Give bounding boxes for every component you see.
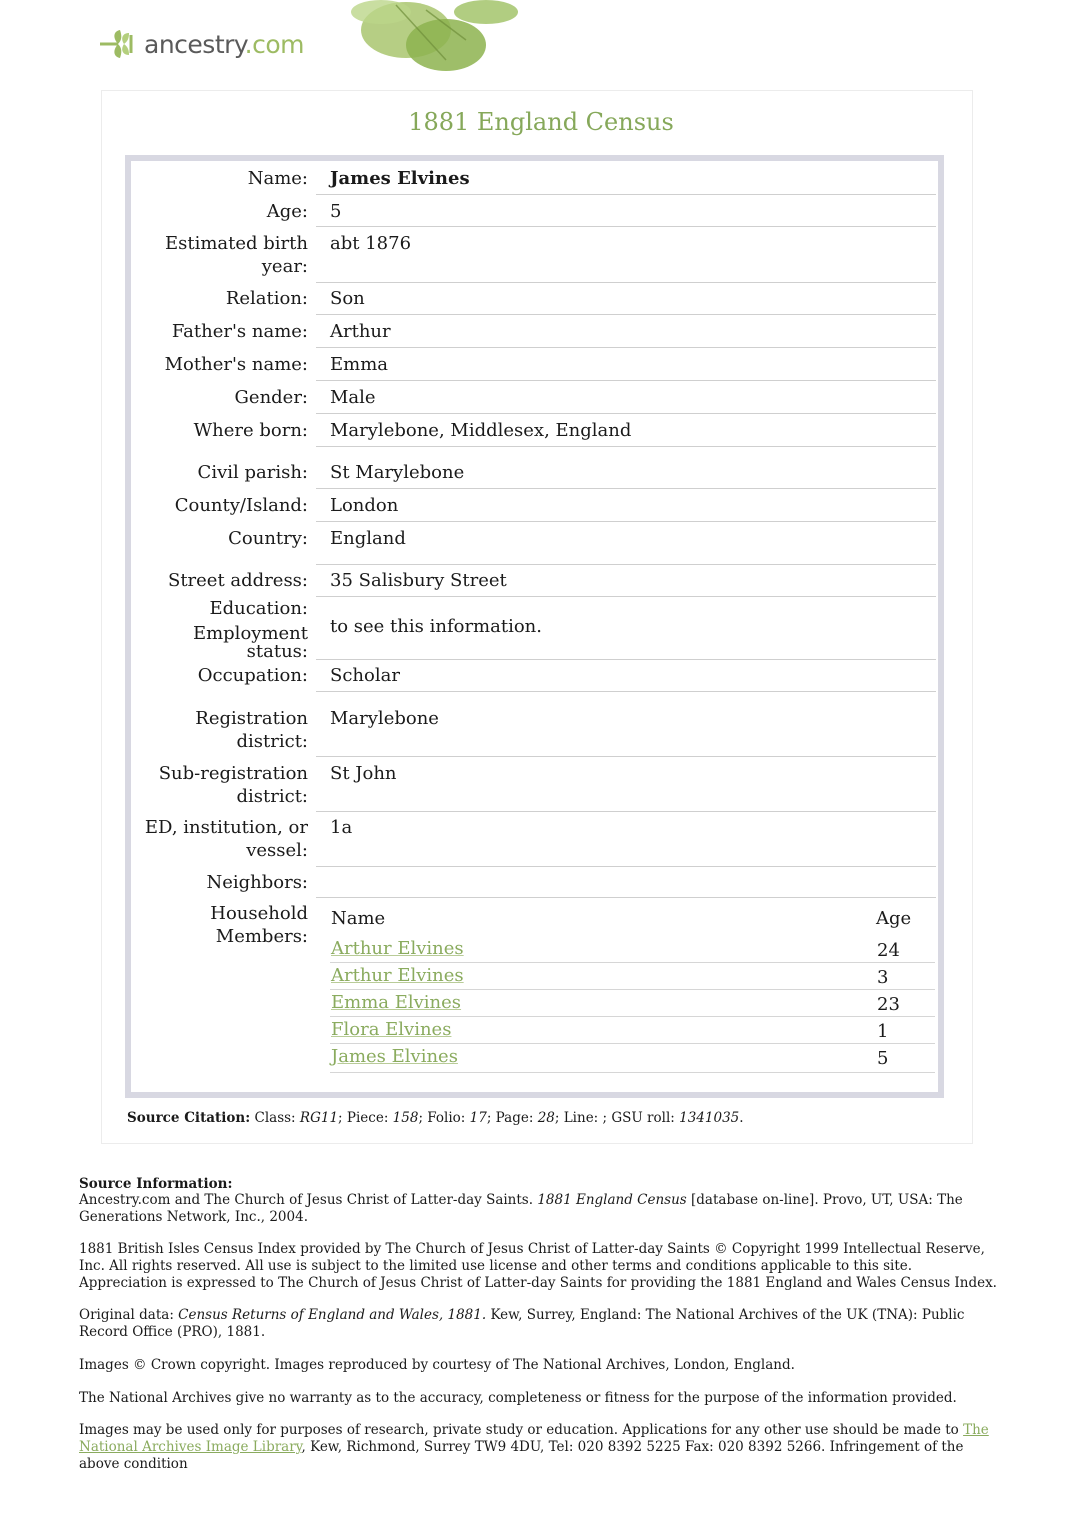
row-divider	[316, 521, 936, 522]
household-member-link[interactable]: James Elvines	[331, 1046, 458, 1067]
household-member-link[interactable]: Flora Elvines	[331, 1019, 452, 1040]
father-label: Father's name:	[171, 321, 308, 342]
county-label: County/Island:	[174, 495, 308, 516]
source-info-paragraph: Original data: Census Returns of England and Wales, 1881. Kew, Surrey, England: The National Archives of the UK (TNA): Public Record Office (PRO), 1881.	[79, 1307, 965, 1340]
age-label: Age:	[266, 201, 308, 222]
gender-label: Gender:	[234, 387, 308, 408]
national-archives-link[interactable]: The National Archives Image Library	[79, 1422, 989, 1455]
row-divider	[330, 1016, 935, 1017]
household-member-age: 1	[877, 1021, 889, 1042]
registration-district-label: Registration district:	[195, 708, 308, 752]
education-label: Education:	[209, 598, 308, 619]
birthplace-label: Where born:	[193, 420, 308, 441]
household-label: Household Members:	[210, 903, 308, 947]
street-value: 35 Salisbury Street	[330, 570, 507, 591]
household-member-age: 3	[877, 967, 889, 988]
source-info-paragraph: Images may be used only for purposes of research, private study or education. Applications for any other use should be made to The National Archives Image Library, Kew, Richmond, Surrey TW9 4DU, Tel: 020 8392 5225 Fax: 020 8392 5266. Infringement of the above condition	[79, 1422, 989, 1472]
source-info-paragraph: Images © Crown copyright. Images reproduced by courtesy of The National Archives, London, England.	[79, 1357, 795, 1373]
country-value: England	[330, 528, 406, 549]
country-label: Country:	[228, 528, 308, 549]
row-divider	[316, 866, 936, 867]
household-col-name: Name	[331, 908, 386, 929]
street-label: Street address:	[167, 570, 308, 591]
row-divider	[316, 282, 936, 283]
civil-parish-label: Civil parish:	[197, 462, 308, 483]
row-divider	[316, 811, 936, 812]
source-info-paragraph: 1881 British Isles Census Index provided by The Church of Jesus Christ of Latter-day Saints © Copyright 1999 Intellectual Reserve, Inc. All rights reserved. All use is subject to the limited use license and other terms and conditions applicable to this site. Appreciation is expressed to The Church of Jesus Christ of Latter-day Saints for providing the 1881 England and Wales Census Index.	[79, 1241, 997, 1291]
gender-value: Male	[330, 387, 376, 408]
relation-label: Relation:	[225, 288, 308, 309]
row-divider	[316, 659, 936, 660]
household-member-age: 24	[877, 940, 900, 961]
page-title: 1881 England Census	[408, 108, 674, 136]
age-value: 5	[330, 201, 342, 222]
education-value: to see this information.	[330, 616, 542, 637]
row-divider	[330, 989, 935, 990]
mother-label: Mother's name:	[164, 354, 308, 375]
birth-year-value: abt 1876	[330, 233, 412, 254]
row-divider	[316, 194, 936, 195]
row-divider	[330, 962, 935, 963]
civil-parish-value: St Marylebone	[330, 462, 465, 483]
ancestry-logo[interactable]	[98, 24, 304, 64]
neighbors-label: Neighbors:	[206, 872, 308, 893]
employment-label: Employment status:	[192, 623, 308, 662]
household-col-age: Age	[876, 908, 912, 929]
row-divider	[316, 691, 936, 692]
row-divider	[316, 226, 936, 227]
household-member-link[interactable]: Arthur Elvines	[331, 938, 464, 959]
mother-value: Emma	[330, 354, 389, 375]
ed-value: 1a	[330, 817, 353, 838]
ed-label: ED, institution, or vessel:	[144, 817, 308, 861]
household-member-link[interactable]: Emma Elvines	[331, 992, 462, 1013]
birthplace-value: Marylebone, Middlesex, England	[330, 420, 632, 441]
decorative-leaves-icon	[336, 0, 526, 75]
leaf-logo-icon	[98, 27, 142, 61]
sub-registration-value: St John	[330, 763, 397, 784]
source-info-paragraph: Ancestry.com and The Church of Jesus Christ of Latter-day Saints. 1881 England Census [database on-line]. Provo, UT, USA: The Generations Network, Inc., 2004.	[79, 1192, 963, 1225]
sub-registration-label: Sub-registration district:	[158, 763, 308, 807]
row-divider	[316, 314, 936, 315]
source-info-heading: Source Information:	[79, 1176, 233, 1192]
occupation-label: Occupation:	[197, 665, 308, 686]
source-info-paragraph: The National Archives give no warranty as to the accuracy, completeness or fitness for the purpose of the information provided.	[79, 1390, 957, 1406]
row-divider	[316, 380, 936, 381]
household-member-age: 23	[877, 994, 900, 1015]
brand-name: ancestry.com	[144, 29, 304, 59]
row-divider	[316, 413, 936, 414]
row-divider	[316, 488, 936, 489]
row-divider	[316, 756, 936, 757]
relation-value: Son	[330, 288, 365, 309]
father-value: Arthur	[330, 321, 391, 342]
household-member-link[interactable]: Arthur Elvines	[331, 965, 464, 986]
birth-year-label: Estimated birth year:	[164, 233, 308, 277]
row-divider	[316, 596, 936, 597]
row-divider	[316, 564, 936, 565]
name-value: James Elvines	[330, 168, 470, 189]
row-divider	[330, 1072, 935, 1073]
row-divider	[316, 446, 936, 447]
county-value: London	[330, 495, 399, 516]
row-divider	[316, 897, 936, 898]
occupation-value: Scholar	[330, 665, 400, 686]
household-member-age: 5	[877, 1048, 889, 1069]
registration-district-value: Marylebone	[330, 708, 439, 729]
row-divider	[330, 1043, 935, 1044]
name-label: Name:	[247, 168, 308, 189]
row-divider	[316, 347, 936, 348]
source-citation: Source Citation: Class: RG11; Piece: 158; Folio: 17; Page: 28; Line: ; GSU roll: 1341035.	[127, 1110, 744, 1126]
